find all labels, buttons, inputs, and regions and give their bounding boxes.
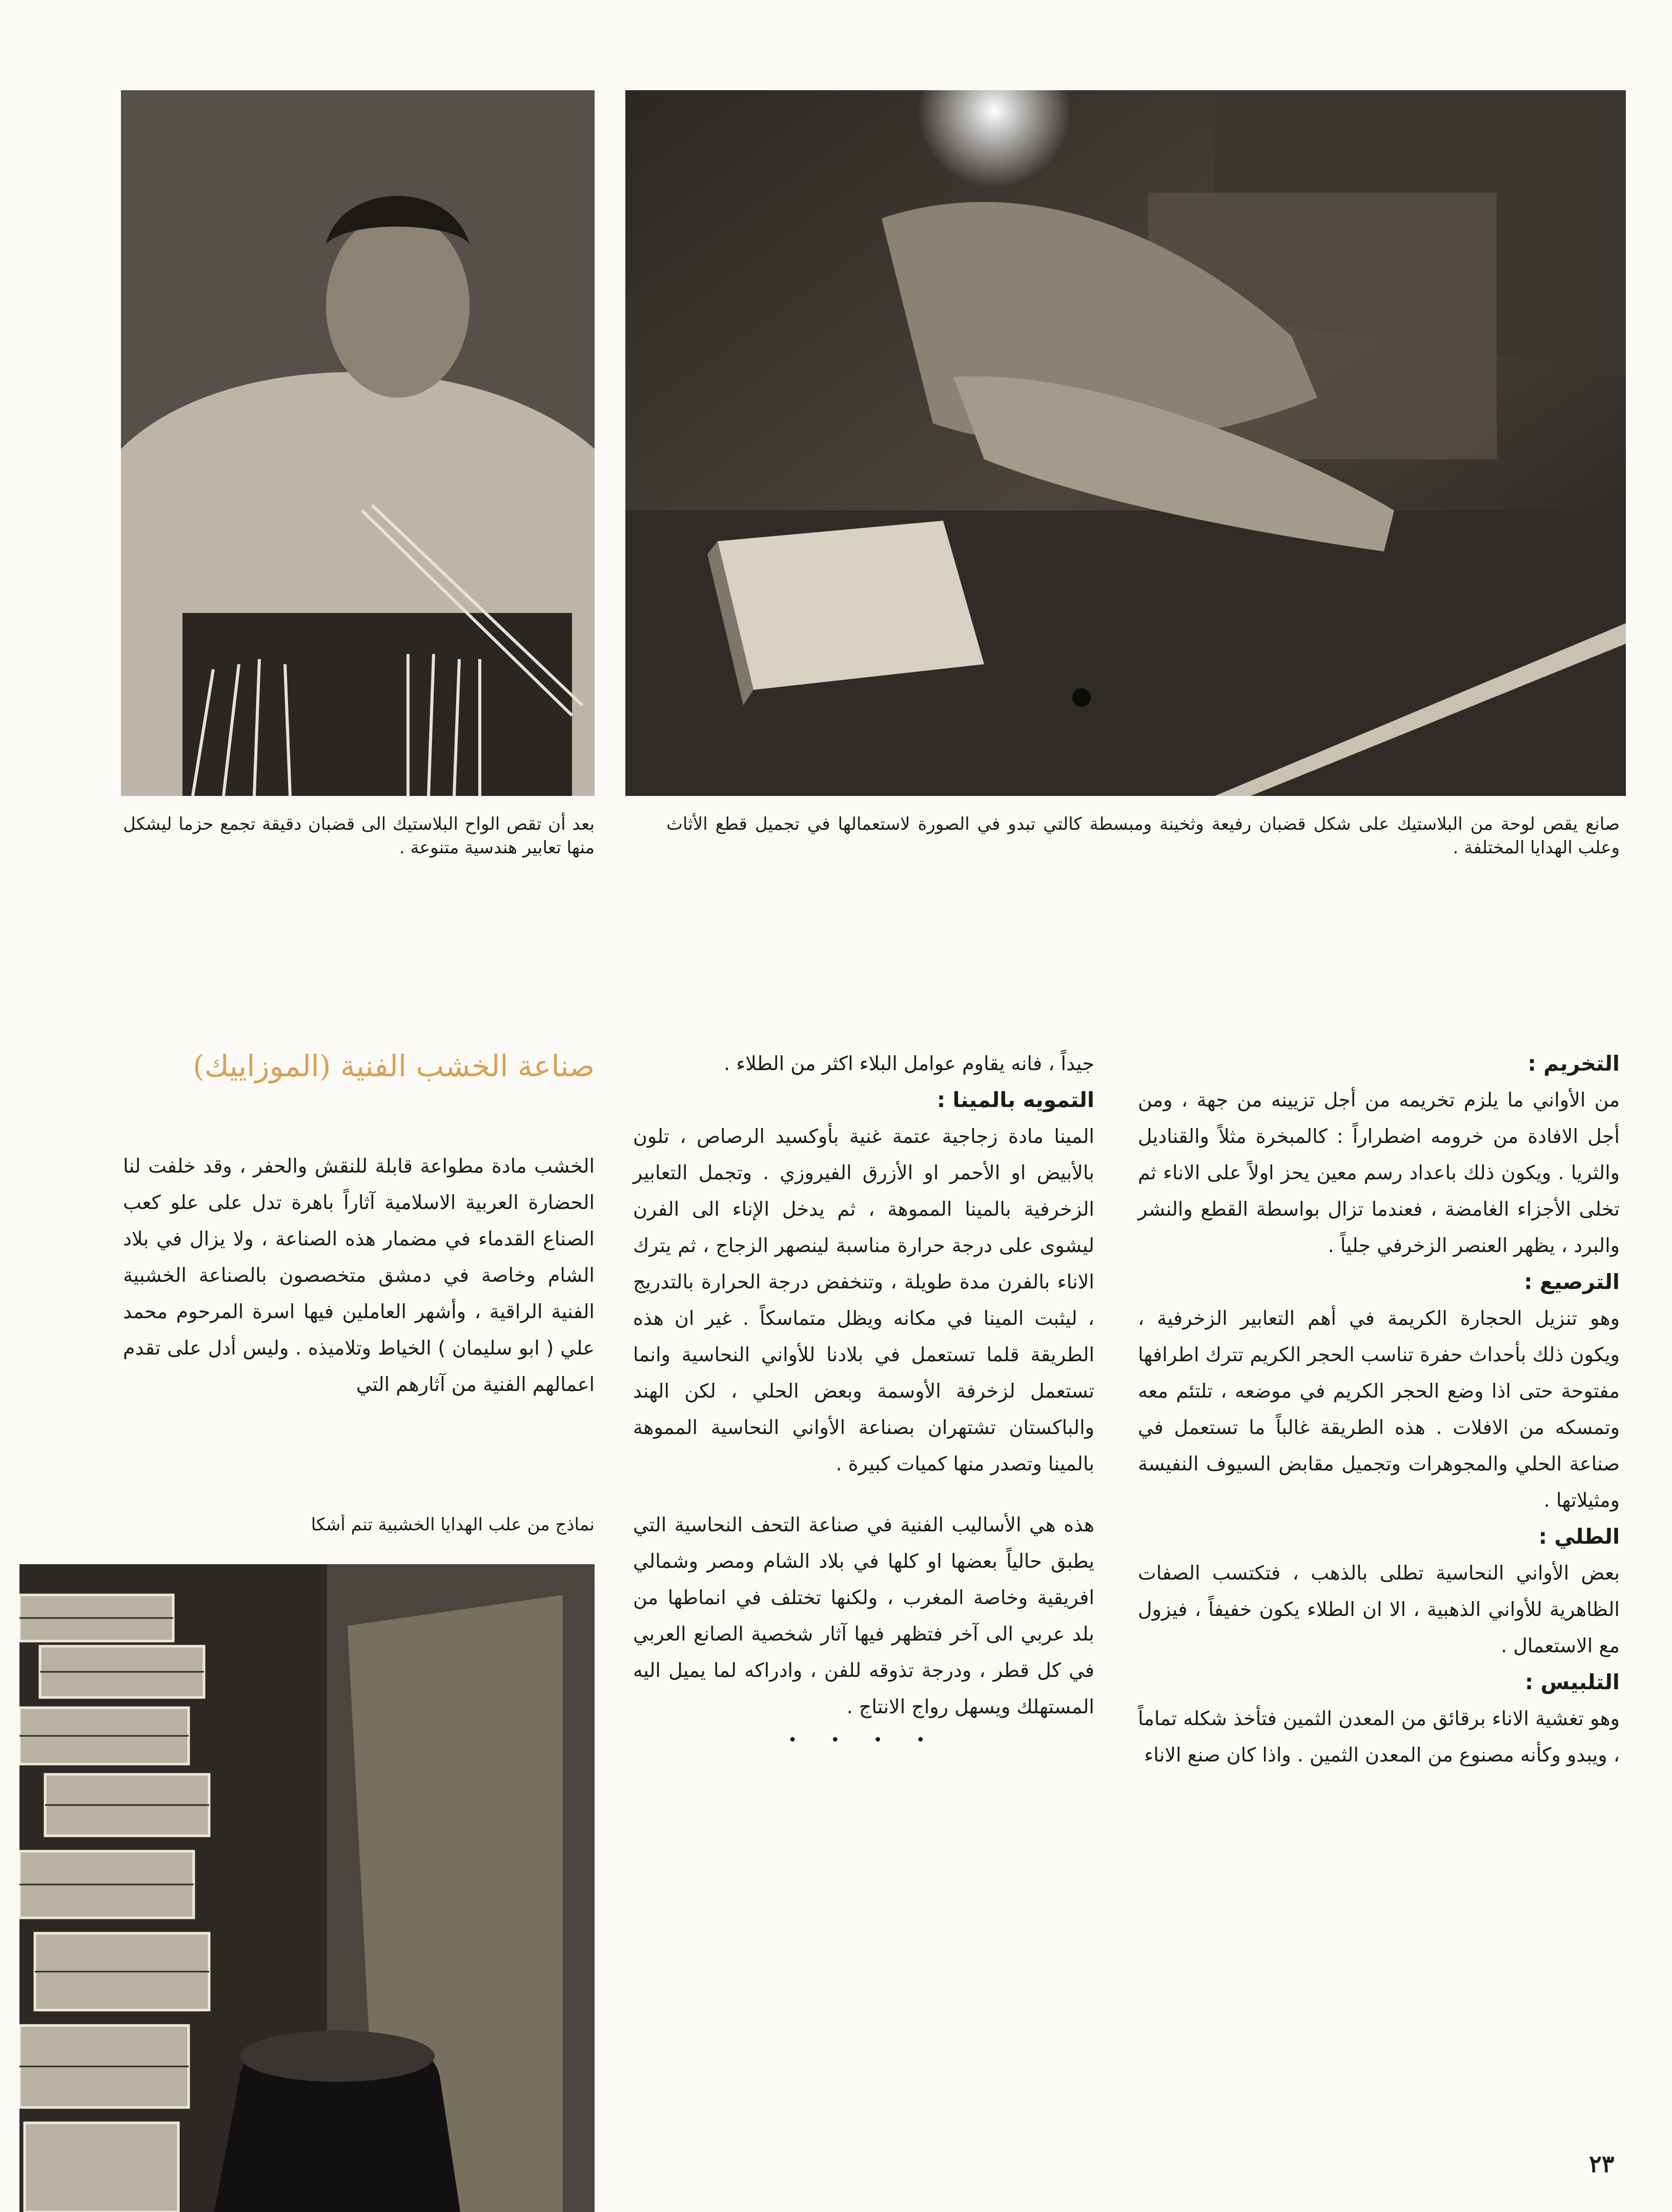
heading-enamel: التمويه بالمينا : <box>936 1088 1094 1112</box>
column-right <box>1138 1046 1620 1773</box>
paragraph-inlay: وهو تنزيل الحجارة الكريمة في أهم التعابير الزخرفية ، ويكون ذلك بأحداث حفرة تناسب الحجر الكريم تترك اطرافها مفتوحة حتى اذا وضع الحجر الكريم في موضعه ، تلتئم معه وتمسكه من الافلات . هذه الطريقة غالباً ما تستعمل في صناعة الحلي والمجوهرات وتجميل مقابض السيوف النفيسة ومثيلاتها . <box>1138 1307 1620 1511</box>
page-number: ٢٣ <box>1589 2150 1615 2178</box>
paragraph-cladding: وهو تغشية الاناء برقائق من المعدن الثمين فتأخذ شكله تماماً ، ويبدو وكأنه مصنوع من المعدن الثمين . واذا كان صنع الاناء <box>1138 1707 1620 1766</box>
paragraph-piercing: من الأواني ما يلزم تخريمه من أجل تزيينه من جهة ، ومن أجل الافادة من خرومه اضطراراً : كالمبخرة مثلاً والقناديل والثريا . ويكون ذلك باعداد رسم معين يحز اولاً على الاناء ثم تخلى الأجزاء الغامضة ، فعندما تزال بواسطة القطع والنشر والبرد ، يظهر العنصر الزخرفي جلياً . <box>1138 1089 1620 1257</box>
paragraph-intro: جيداً ، فانه يقاوم عوامل البلاء اكثر من الطلاء . <box>724 1052 1094 1075</box>
paragraph-enamel: المينا مادة زجاجية عتمة غنية بأوكسيد الرصاص ، تلون بالأبيض او الأحمر او الأزرق الفيروزي . وتجمل التعابير الزخرفية بالمينا المموهة ، ثم يدخل الإناء الى الفرن ليشوى على درجة حرارة مناسبة لينصهر الزجاج ، ثم يترك الاناء بالفرن مدة طويلة ، وتنخفض درجة الحرارة بالتدريج ، ليثبت المينا في مكانه ويظل متماسكاً . غير ان هذه الطريقة قلما تستعمل في بلادنا للأواني النحاسية وانما تستعمل لزخرفة الأوسمة وبعض الحلي ، لكن الهند والباكستان تشتهران بصناعة الأواني النحاسية المموهة بالمينا وتصدر منها كميات كبيرة . <box>633 1125 1094 1475</box>
heading-plating: الطلي : <box>1538 1524 1620 1549</box>
heading-inlay: الترصيع : <box>1524 1269 1620 1294</box>
caption-gift-boxes: نماذج من علب الهدايا الخشبية تنم أشكا <box>311 1514 595 1535</box>
ornament-dots: • • • • <box>788 1731 940 1749</box>
photo-gift-boxes <box>19 1564 595 2212</box>
column-left <box>123 1148 595 1403</box>
caption-cutting-plastic: صانع يقص لوحة من البلاستيك على شكل قضبان رفيعة وثخينة ومبسطة كالتي تبدو في الصورة لاستعمالها في تجميل قطع الأثاث وعلب الهدايا المختلفة . <box>666 814 1620 858</box>
article-title: صناعة الخشب الفنية (الموزاييك) <box>193 1049 595 1083</box>
heading-piercing: التخريم : <box>1527 1051 1620 1076</box>
photo-gift-boxes-image <box>19 1564 595 2212</box>
photo-cutting-plastic-image <box>625 90 1626 796</box>
paragraph-summary: هذه هي الأساليب الفنية في صناعة التحف النحاسية التي يطبق حالياً بعضها او كلها في بلاد الشام ومصر وشمالي افريقية وخاصة المغرب ، ولكنها تختلف في انماطها من بلد عربي الى آخر فتظهر فيها آثار شخصية الصانع العربي في كل قطر ، ودرجة تذوقه للفن ، وادراكه لما يميل اليه المستهلك ويسهل رواج الانتاج . <box>633 1513 1094 1718</box>
paragraph-plating: بعض الأواني النحاسية تطلى بالذهب ، فتكتسب الصفات الظاهرية للأواني الذهبية ، الا ان الطلاء يكون خفيفاً ، فيزول مع الاستعمال . <box>1138 1562 1620 1657</box>
heading-cladding: التلبيس : <box>1524 1670 1620 1694</box>
caption-bundling-rods: بعد أن تقص الواح البلاستيك الى قضبان دقيقة تجمع حزما ليشكل منها تعابير هندسية متنوعة . <box>123 814 595 858</box>
article-paragraph-wood: الخشب مادة مطواعة قابلة للنقش والحفر ، وقد خلفت لنا الحضارة العربية الاسلامية آثاراً باهرة تدل على علو كعب الصناع القدماء في مضمار هذه الصناعة ، ولا يزال في بلاد الشام وخاصة في دمشق متخصصون بالصناعة الخشبية الفنية الراقية ، وأشهر العاملين فيها اسرة المرحوم محمد علي ( ابو سليمان ) الخياط وتلاميذه . وليس أدل على تقدم اعمالهم الفنية من آثارهم التي <box>123 1155 595 1396</box>
photo-bundling-rods <box>121 90 595 796</box>
photo-bundling-rods-image <box>121 90 595 796</box>
column-middle <box>633 1046 1094 1756</box>
photo-cutting-plastic <box>625 90 1626 796</box>
